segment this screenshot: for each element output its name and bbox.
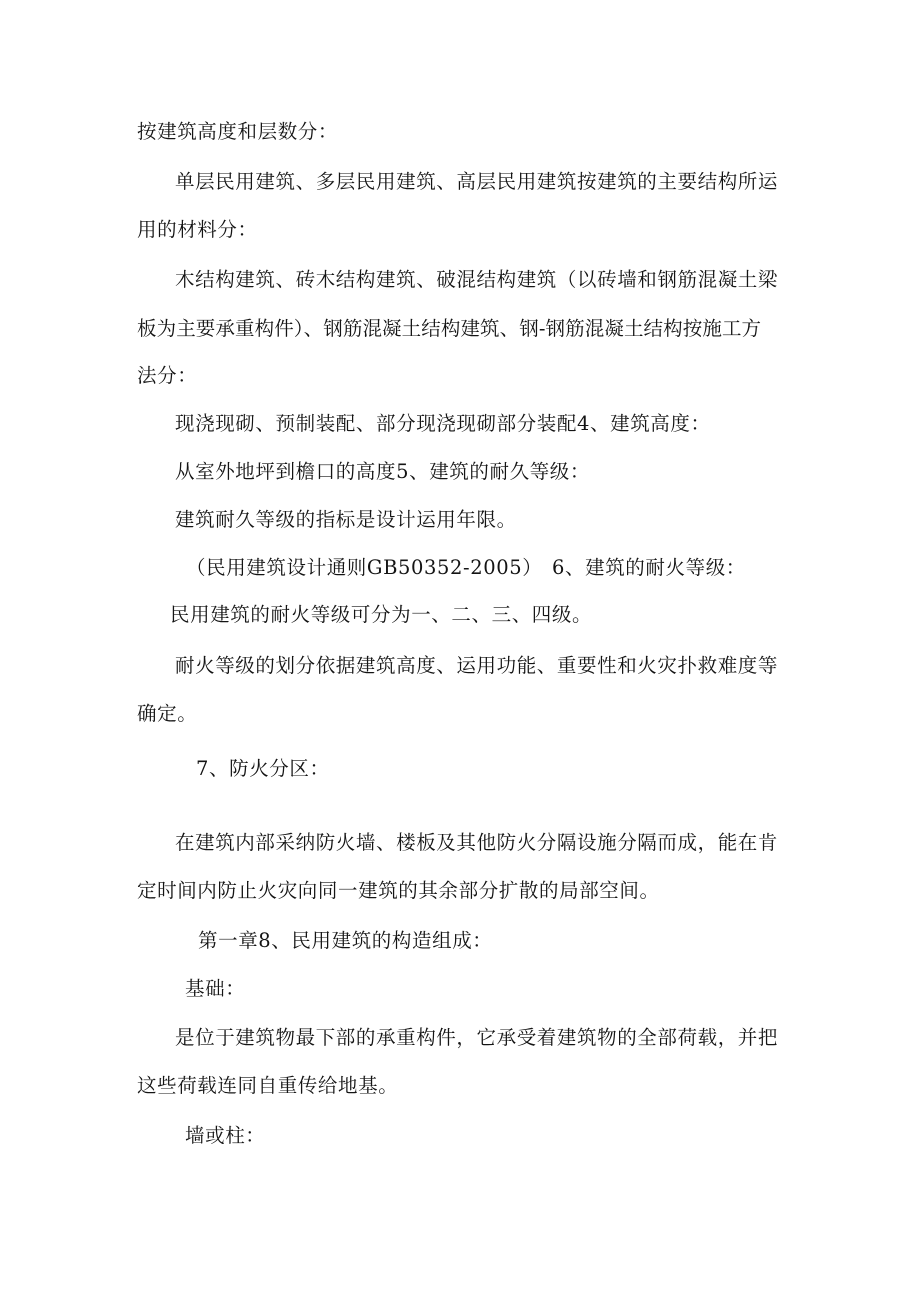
text-line-8: 从室外地坪到檐口的高度5、建筑的耐久等级： bbox=[175, 460, 591, 483]
text-line-3: 用的材料分： bbox=[137, 218, 258, 241]
text-line-22: 墙或柱： bbox=[185, 1124, 266, 1147]
text-line-13: 耐火等级的划分依据建筑高度、运用功能、重要性和火灾扑救难度等 bbox=[175, 654, 779, 677]
citation-line: （民用建筑设计通则GB50352-2005） bbox=[186, 556, 543, 579]
text-line-12: 民用建筑的耐火等级可分为一、二、三、四级。 bbox=[170, 603, 593, 626]
text-line-2: 单层民用建筑、多层民用建筑、高层民用建筑按建筑的主要结构所运 bbox=[175, 170, 779, 193]
text-line-19: 基础： bbox=[185, 977, 246, 1000]
text-line-20: 是位于建筑物最下部的承重构件，它承受着建筑物的全部荷载，并把 bbox=[175, 1026, 779, 1049]
text-line-11: 6、建筑的耐火等级： bbox=[552, 556, 746, 579]
text-line-14: 确定。 bbox=[137, 702, 198, 725]
text-line-1: 按建筑高度和层数分： bbox=[137, 120, 339, 143]
text-line-16: 在建筑内部采纳防火墙、楼板及其他防火分隔设施分隔而成，能在肯 bbox=[175, 831, 779, 854]
chapter-heading: 第一章8、民用建筑的构造组成： bbox=[198, 929, 493, 952]
text-line-17: 定时间内防止火灾向同一建筑的其余部分扩散的局部空间。 bbox=[137, 879, 660, 902]
text-line-21: 这些荷载连同自重传给地基。 bbox=[137, 1074, 399, 1097]
text-line-9: 建筑耐久等级的指标是设计运用年限。 bbox=[175, 508, 517, 531]
text-line-5: 板为主要承重构件）、钢筋混凝土结构建筑、钢-钢筋混凝土结构按施工方 bbox=[137, 317, 762, 340]
text-line-4: 木结构建筑、砖木结构建筑、破混结构建筑（以砖墙和钢筋混凝土梁 bbox=[175, 268, 779, 291]
text-line-6: 法分： bbox=[137, 364, 198, 387]
text-line-15: 7、防火分区： bbox=[196, 757, 330, 780]
text-line-7: 现浇现砌、预制装配、部分现浇现砌部分装配4、建筑高度： bbox=[175, 412, 711, 435]
